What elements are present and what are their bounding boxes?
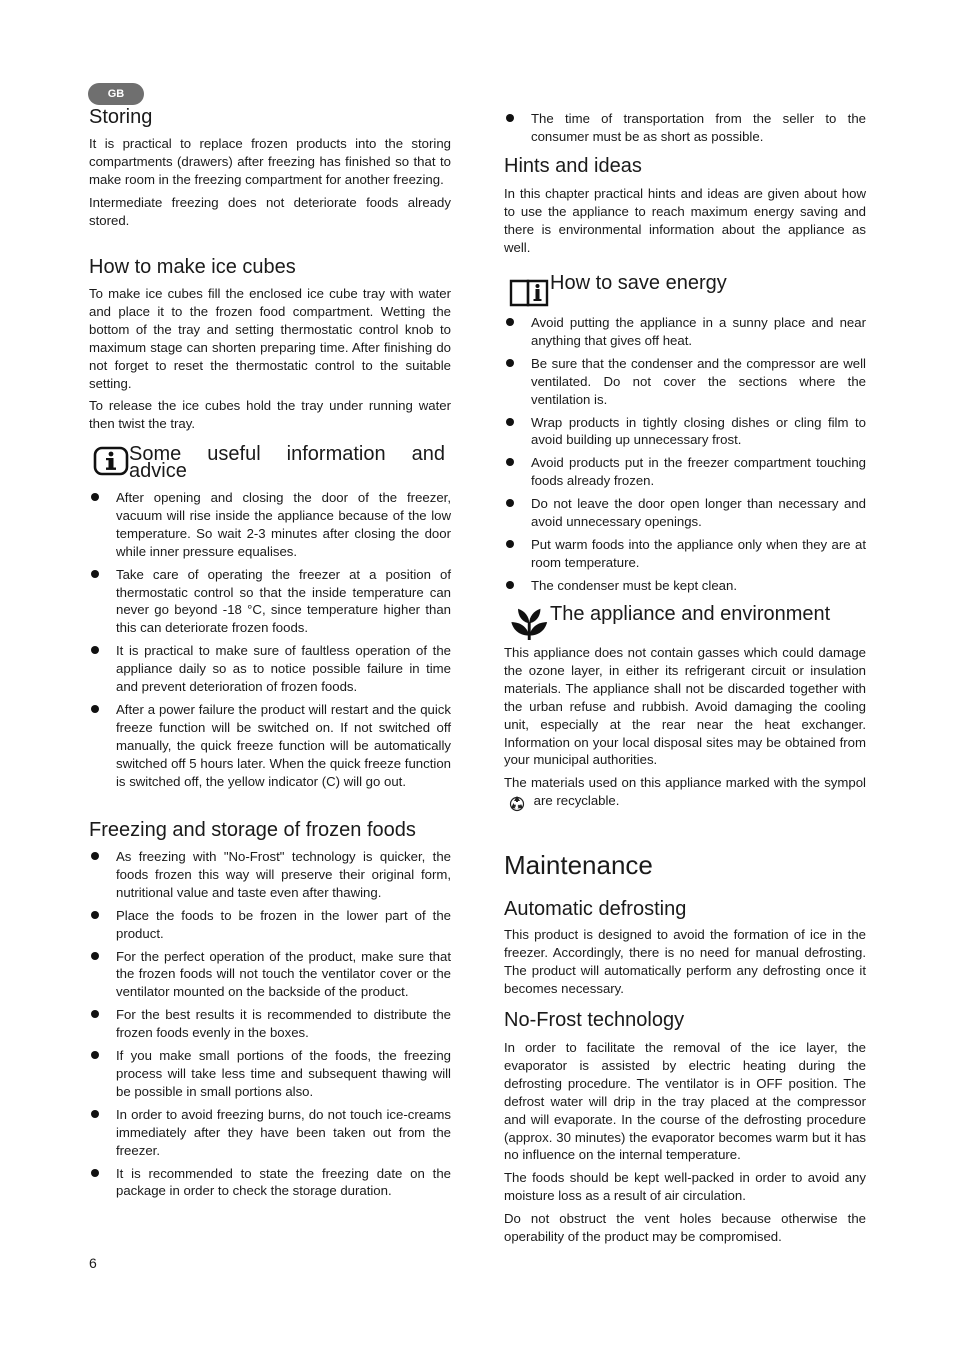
storing-paragraph-1: It is practical to replace frozen products into the storing compartments (drawers) after freezing has finished so that to make room in the freezing compartment for another freezing. [89, 136, 451, 187]
auto-defrost-paragraph: This product is designed to avoid the formation of ice in the freezer. Accordingly, there is no need for manual defrosting. The product will automatically perform any defrosting once it becomes necessary. [504, 927, 866, 996]
ice-cubes-heading: How to make ice cubes [89, 256, 296, 278]
environment-heading-row [504, 602, 830, 640]
list-item: Avoid products put in the freezer compartment touching foods already frozen. [504, 454, 866, 490]
bullet-icon [91, 952, 99, 960]
hints-paragraph: In this chapter practical hints and ideas are given about how to use the appliance to reach maximum energy saving and there is environmental information about the appliance as well. [504, 186, 866, 255]
manual-book-icon [504, 273, 550, 307]
bullet-icon [91, 1010, 99, 1018]
freezing-list [89, 848, 451, 1200]
energy-heading-row [504, 273, 727, 307]
plant-leaf-icon [504, 602, 550, 640]
no-frost-paragraph-2: The foods should be kept well-packed in order to avoid any moisture loss as a result of air circulation. [504, 1170, 866, 1204]
hints-heading: Hints and ideas [504, 155, 642, 177]
recycle-icon [508, 794, 526, 812]
bullet-icon [91, 852, 99, 860]
list-item: As freezing with "No-Frost" technology is quicker, the foods frozen this way will preserve their original form, nutritional value and taste even after thawing. [89, 848, 451, 902]
environment-section [504, 644, 866, 817]
list-item: The condenser must be kept clean. [504, 577, 866, 595]
transport-section [504, 110, 866, 146]
energy-heading: How to save energy [550, 272, 727, 294]
maintenance-title: Maintenance [504, 850, 653, 880]
transport-list [504, 110, 866, 146]
list-item: Put warm foods into the appliance only when they are at room temperature. [504, 536, 866, 572]
bullet-icon [91, 1110, 99, 1118]
auto-defrost-section [504, 926, 866, 1003]
bullet-icon [506, 581, 514, 589]
bullet-icon [91, 705, 99, 713]
list-item: If you make small portions of the foods, the freezing process will take less time and subsequent thawing will be possible in small portions also. [89, 1047, 451, 1101]
info-icon [89, 444, 129, 478]
info-section [89, 489, 451, 791]
list-item: Wrap products in tightly closing dishes or cling film to avoid building up unnecessary frost. [504, 414, 866, 450]
ice-cubes-section [89, 285, 451, 438]
ice-cubes-paragraph-2: To release the ice cubes hold the tray under running water then twist the tray. [89, 398, 451, 432]
bullet-icon [506, 114, 514, 122]
list-item: The time of transportation from the seller to the consumer must be as short as possible. [504, 110, 866, 146]
list-item: In order to avoid freezing burns, do not touch ice-creams immediately after they have been taken out from the freezer. [89, 1106, 451, 1160]
ice-cubes-paragraph-1: To make ice cubes fill the enclosed ice cube tray with water and place it to the frozen food compartment. Wetting the bottom of the tray and setting thermostatic control knob to maximum stage can shorten preparing time. After finishing do not forget to reset the thermostatic control to the suitable setting. [89, 286, 451, 391]
list-item: Place the foods to be frozen in the lower part of the product. [89, 907, 451, 943]
bullet-icon [91, 1051, 99, 1059]
bullet-icon [506, 359, 514, 367]
environment-paragraph-2: The materials used on this appliance marked with the sympol are recyclable. [504, 774, 866, 812]
freezing-heading: Freezing and storage of frozen foods [89, 819, 416, 841]
list-item: After a power failure the product will restart and the quick freeze function will be switched on. If not switched off manually, the quick freeze function will be automatically switched off 5 hours later. When the quick freeze function is switched off, the yellow indicator (C) will go out. [89, 701, 451, 791]
bullet-icon [91, 1169, 99, 1177]
bullet-icon [506, 540, 514, 548]
list-item: For the best results it is recommended to distribute the frozen foods evenly in the boxes. [89, 1006, 451, 1042]
info-list [89, 489, 451, 791]
energy-section [504, 314, 866, 595]
no-frost-section [504, 1039, 866, 1251]
list-item: For the perfect operation of the product, make sure that the frozen foods will not touch the ventilator cover or the ventilator mounted on the backside of the product. [89, 948, 451, 1002]
freezing-section [89, 848, 451, 1200]
bullet-icon [91, 493, 99, 501]
bullet-icon [91, 911, 99, 919]
list-item: It is practical to make sure of faultless operation of the appliance daily so as to notice possible failure in time and prevent deterioration of frozen foods. [89, 642, 451, 696]
info-heading: Some useful information and advice [129, 443, 445, 482]
no-frost-paragraph-1: In order to facilitate the removal of the ice layer, the evaporator is assisted by electric heating during the defrosting procedure. The ventilator is in OFF position. The defrost water will drip in the tray placed at the compressor and will evaporate. In the course of the defrosting procedure (approx. 30 minutes) the evaporator becomes warm but it has no influence on the internal temperature. [504, 1040, 866, 1163]
bullet-icon [506, 318, 514, 326]
list-item: Avoid putting the appliance in a sunny place and near anything that gives off heat. [504, 314, 866, 350]
environment-paragraph-1: This appliance does not contain gasses which could damage the ozone layer, in either its refrigerant circuit or insulation materials. The appliance shall not be discarded together with the urban refuse and rubbish. Avoid damaging the cooling unit, especially at the rear near the heat exchanger. Information on your local disposal sites may be obtained from your municipal authorities. [504, 645, 866, 768]
list-item: Take care of operating the freezer at a position of thermostatic control so that the inside temperature can never go beyond -18 °C, since temperature higher than this can deteriorate frozen foods. [89, 566, 451, 638]
storing-section [89, 135, 451, 235]
list-item: Do not leave the door open longer than necessary and avoid unnecessary openings. [504, 495, 866, 531]
storing-heading: Storing [89, 106, 153, 128]
auto-defrost-heading: Automatic defrosting [504, 898, 687, 920]
no-frost-heading: No-Frost technology [504, 1009, 685, 1031]
bullet-icon [506, 458, 514, 466]
energy-list [504, 314, 866, 595]
list-item: Be sure that the condenser and the compressor are well ventilated. Do not cover the sections where the ventilation is. [504, 355, 866, 409]
bullet-icon [91, 646, 99, 654]
hints-section [504, 185, 866, 262]
page-number: 6 [89, 1255, 97, 1271]
bullet-icon [91, 570, 99, 578]
language-badge: GB [88, 83, 144, 105]
info-heading-row [89, 444, 451, 480]
environment-heading: The appliance and environment [550, 603, 831, 625]
no-frost-paragraph-3: Do not obstruct the vent holes because otherwise the operability of the product may be compromised. [504, 1211, 866, 1245]
storing-paragraph-2: Intermediate freezing does not deteriorate foods already stored. [89, 194, 451, 228]
bullet-icon [506, 499, 514, 507]
list-item: After opening and closing the door of the freezer, vacuum will rise inside the appliance because of the low temperature. So wait 2-3 minutes after closing the door while inner pressure equalises. [89, 489, 451, 561]
list-item: It is recommended to state the freezing date on the package in order to check the storage duration. [89, 1165, 451, 1201]
bullet-icon [506, 418, 514, 426]
